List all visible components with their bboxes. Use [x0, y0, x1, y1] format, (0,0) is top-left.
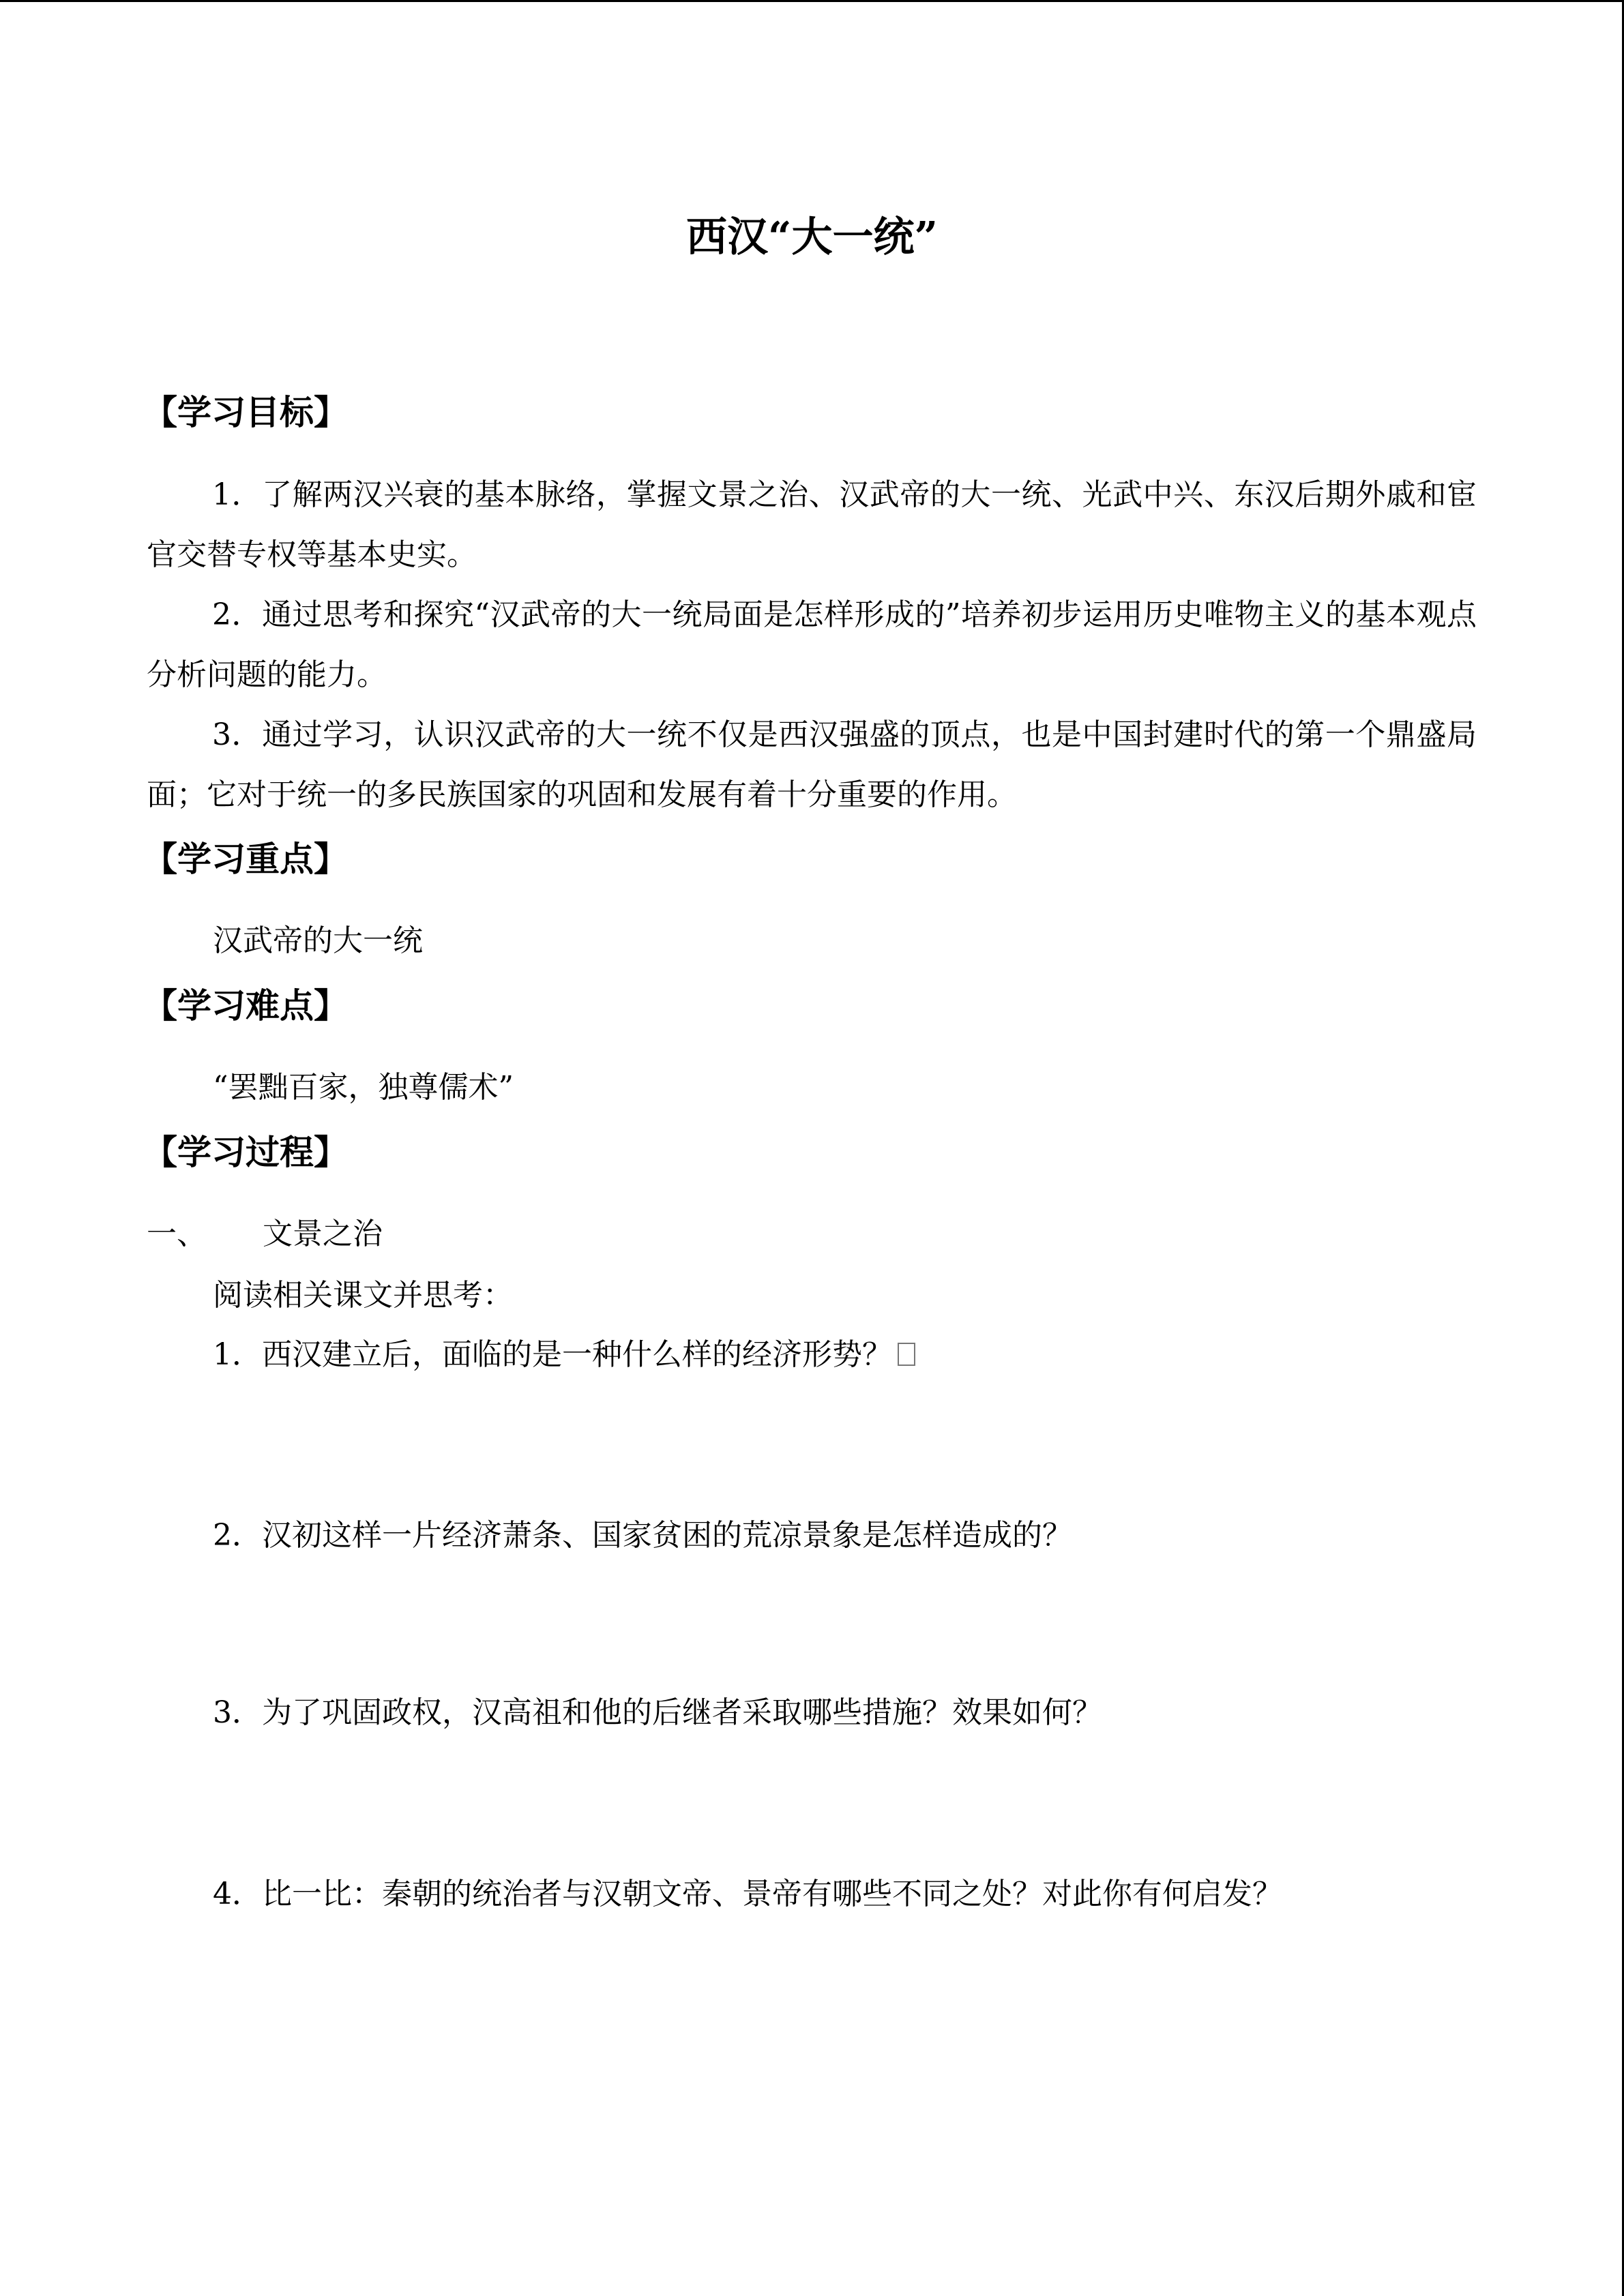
objective-item-3: 3．通过学习，认识汉武帝的大一统不仅是西汉强盛的顶点，也是中国封建时代的第一个鼎盛局面；它对于统一的多民族国家的巩固和发展有着十分重要的作用。: [147, 717, 1477, 812]
objective-item-1: 1．了解两汉兴衰的基本脉络，掌握文景之治、汉武帝的大一统、光武中兴、东汉后期外戚和宦官交替专权等基本史实。: [147, 477, 1477, 572]
reading-instruction: 阅读相关课文并思考：: [213, 1278, 513, 1313]
difficulty-text: “罢黜百家，独尊儒术”: [213, 1070, 514, 1105]
section-title: 文景之治: [263, 1217, 383, 1251]
objective-item-2: 2．通过思考和探究“汉武帝的大一统局面是怎样形成的”培养初步运用历史唯物主义的基本观点分析问题的能力。: [147, 597, 1477, 692]
empty-box-icon: [898, 1343, 915, 1366]
question-3: 3．为了巩固政权，汉高祖和他的后继者采取哪些措施？效果如何？: [213, 1695, 1102, 1730]
question-4: 4．比一比：秦朝的统治者与汉朝文帝、景帝有哪些不同之处？对此你有何启发？: [213, 1877, 1282, 1911]
objectives-heading: 【学习目标】: [143, 392, 348, 432]
key-point-heading: 【学习重点】: [143, 839, 348, 879]
section-number: 一、: [147, 1217, 207, 1251]
key-point-text: 汉武帝的大一统: [213, 923, 423, 958]
difficulty-heading: 【学习难点】: [143, 985, 348, 1026]
process-heading: 【学习过程】: [143, 1132, 348, 1172]
question-1-text: 1．西汉建立后，面临的是一种什么样的经济形势？: [213, 1337, 892, 1372]
question-2: 2．汉初这样一片经济萧条、国家贫困的荒凉景象是怎样造成的？: [213, 1518, 1072, 1553]
page-title: 西汉“大一统”: [685, 213, 939, 261]
page-border-top: [0, 0, 1624, 2]
question-1: [213, 1335, 915, 1375]
